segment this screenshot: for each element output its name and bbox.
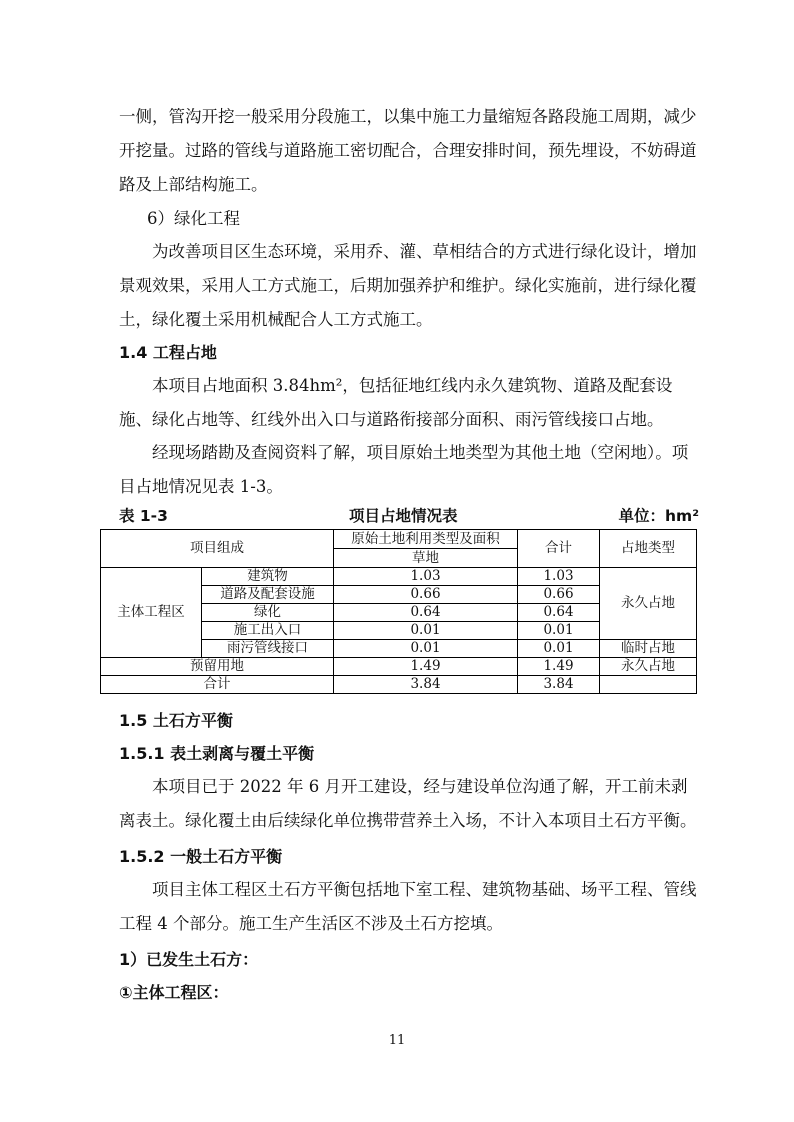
heading-1-4: 1.4 工程占地 [119, 343, 217, 362]
paragraph-trench: 一侧，管沟开挖一般采用分段施工，以集中施工力量缩短各路段施工周期，减少开挖量。过路的管线与道路施工密切配合，合理安排时间，预先埋设，不妨碍道路及上部结构施工。 [119, 107, 697, 194]
row-total: 1.03 [518, 568, 600, 586]
row-total: 0.01 [518, 640, 600, 658]
paragraph-land-area: 本项目占地面积 3.84hm²，包括征地红线内永久建筑物、道路及配套设施、绿化占地等、红线外出入口与道路衔接部分面积、雨污管线接口占地。 [119, 376, 673, 429]
heading-1-5-1: 1.5.1 表土剥离与覆土平衡 [119, 744, 315, 763]
sum-type-empty [600, 676, 697, 694]
land-occupation-table [100, 529, 697, 694]
row-grass: 0.66 [334, 586, 518, 604]
heading-occurred-earthwork: 1）已发生土石方： [119, 950, 259, 969]
table-row [101, 676, 697, 694]
sum-name: 合计 [101, 676, 334, 694]
paragraph-earthwork: 项目主体工程区土石方平衡包括地下室工程、建筑物基础、场平工程、管线工程 4 个部分。施工生产生活区不涉及土石方挖填。 [119, 880, 697, 933]
paragraph-greening: 为改善项目区生态环境，采用乔、灌、草相结合的方式进行绿化设计，增加景观效果，采用人工方式施工，后期加强养护和维护。绿化实施前，进行绿化覆土，绿化覆土采用机械配合人工方式施工。 [119, 242, 697, 329]
row-name: 建筑物 [202, 568, 334, 586]
header-total: 合计 [518, 530, 600, 568]
row-name: 道路及配套设施 [202, 586, 334, 604]
header-occupation-type: 占地类型 [600, 530, 697, 568]
header-land-type-area: 原始土地利用类型及面积 [334, 530, 518, 549]
row-grass: 0.01 [334, 622, 518, 640]
table-row [101, 568, 697, 586]
row-grass: 1.03 [334, 568, 518, 586]
heading-1-5: 1.5 土石方平衡 [119, 711, 233, 730]
paragraph-topsoil: 本项目已于 2022 年 6 月开工建设，经与建设单位沟通了解，开工前未剥离表土。绿化覆土由后续绿化单位携带营养土入场，不计入本项目土石方平衡。 [119, 777, 697, 830]
header-grassland: 草地 [334, 549, 518, 568]
occupation-temporary: 临时占地 [600, 640, 697, 658]
paragraph-land-type: 经现场踏勘及查阅资料了解，项目原始土地类型为其他土地（空闲地）。项目占地情况见表 1-3。 [119, 443, 689, 496]
main-zone-cell: 主体工程区 [101, 568, 202, 658]
header-component: 项目组成 [101, 530, 334, 568]
table-row [101, 658, 697, 676]
row-total: 0.64 [518, 604, 600, 622]
reserve-name: 预留用地 [101, 658, 334, 676]
heading-main-zone: ①主体工程区： [119, 983, 229, 1002]
occupation-permanent: 永久占地 [600, 568, 697, 640]
row-name: 施工出入口 [202, 622, 334, 640]
row-total: 0.01 [518, 622, 600, 640]
table-title: 项目占地情况表 [349, 507, 458, 525]
row-grass: 0.64 [334, 604, 518, 622]
table-number: 表 1-3 [119, 507, 168, 525]
row-total: 0.66 [518, 586, 600, 604]
row-name: 雨污管线接口 [202, 640, 334, 658]
table-caption [119, 504, 699, 528]
sum-grass: 3.84 [334, 676, 518, 694]
heading-1-5-2: 1.5.2 一般土石方平衡 [119, 847, 283, 866]
row-name: 绿化 [202, 604, 334, 622]
reserve-total: 1.49 [518, 658, 600, 676]
reserve-grass: 1.49 [334, 658, 518, 676]
page-number: 11 [388, 1033, 406, 1048]
row-grass: 0.01 [334, 640, 518, 658]
table-unit: 单位：hm² [618, 507, 699, 525]
heading-greening: 6）绿化工程 [147, 209, 240, 228]
reserve-type: 永久占地 [600, 658, 697, 676]
sum-total: 3.84 [518, 676, 600, 694]
